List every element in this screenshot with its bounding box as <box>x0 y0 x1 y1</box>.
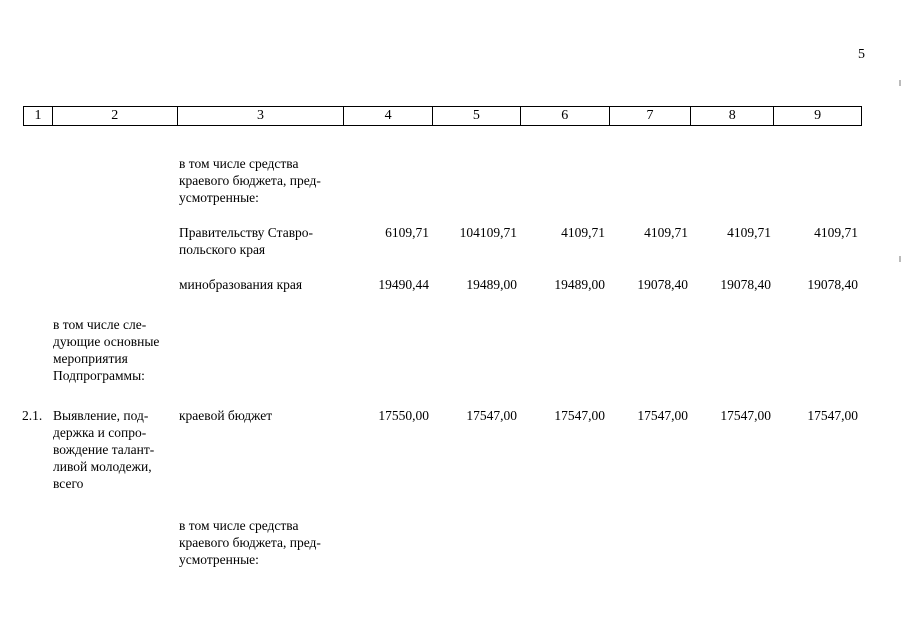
row-minobr-label: минобразования края <box>179 277 303 292</box>
header-cell-6: 6 <box>521 107 610 125</box>
text-line: в том числе средства <box>179 518 299 533</box>
value-col4: 17550,00 <box>378 408 429 423</box>
budget-source-note-1 <box>179 155 340 206</box>
text-line: усмотренные: <box>179 190 259 205</box>
header-cell-9: 9 <box>814 108 822 123</box>
value-col5: 104109,71 <box>459 225 517 240</box>
value-col9: 17547,00 <box>807 408 858 423</box>
text-line: всего <box>53 476 84 491</box>
value-col6: 19489,00 <box>554 277 605 292</box>
text-line: вождение талант- <box>53 442 155 457</box>
text-line: Выявление, под- <box>53 408 149 423</box>
text-line: краевого бюджета, пред- <box>179 535 321 550</box>
value-col7: 19078,40 <box>637 277 688 292</box>
budget-source-note-2 <box>179 517 340 568</box>
value-col8: 19078,40 <box>720 277 771 292</box>
text-line: ливой молодежи, <box>53 459 152 474</box>
value-col5: 19489,00 <box>466 277 517 292</box>
page-number: 5 <box>858 47 865 62</box>
text-line: держка и сопро- <box>53 425 147 440</box>
text-line: усмотренные: <box>179 552 259 567</box>
value-col5: 17547,00 <box>466 408 517 423</box>
scan-edge-mark <box>899 80 901 86</box>
header-cell-3: 3 <box>178 107 345 125</box>
text-line: мероприятия <box>53 351 128 366</box>
text-line: в том числе средства <box>179 156 299 171</box>
value-col8: 17547,00 <box>720 408 771 423</box>
header-cell-2: 2 <box>53 107 178 125</box>
text-line: в том числе сле- <box>53 317 147 332</box>
row-government-label <box>179 224 340 258</box>
row-2-1-source: краевой бюджет <box>179 408 273 423</box>
header-cell-4: 4 <box>344 107 433 125</box>
value-col6: 4109,71 <box>561 225 605 240</box>
header-cell-5: 5 <box>433 107 521 125</box>
scan-edge-mark <box>899 256 901 262</box>
table-header-row <box>23 106 862 126</box>
header-cell-1: 1 <box>24 107 53 125</box>
header-cell-7: 7 <box>610 107 692 125</box>
value-col7: 4109,71 <box>644 225 688 240</box>
value-col6: 17547,00 <box>554 408 605 423</box>
value-col8: 4109,71 <box>727 225 771 240</box>
header-cell-8: 8 <box>691 107 774 125</box>
text-line: Подпрограммы: <box>53 368 145 383</box>
text-line: польского края <box>179 242 266 257</box>
value-col9: 4109,71 <box>814 225 858 240</box>
text-line: дующие основные <box>53 334 160 349</box>
value-col4: 6109,71 <box>385 225 429 240</box>
value-col7: 17547,00 <box>637 408 688 423</box>
value-col9: 19078,40 <box>807 277 858 292</box>
text-line: краевого бюджета, пред- <box>179 173 321 188</box>
value-col4: 19490,44 <box>378 277 429 292</box>
event-name <box>53 407 171 492</box>
text-line: Правительству Ставро- <box>179 225 314 240</box>
row-number: 2.1. <box>22 408 43 423</box>
main-events-note <box>53 316 171 384</box>
